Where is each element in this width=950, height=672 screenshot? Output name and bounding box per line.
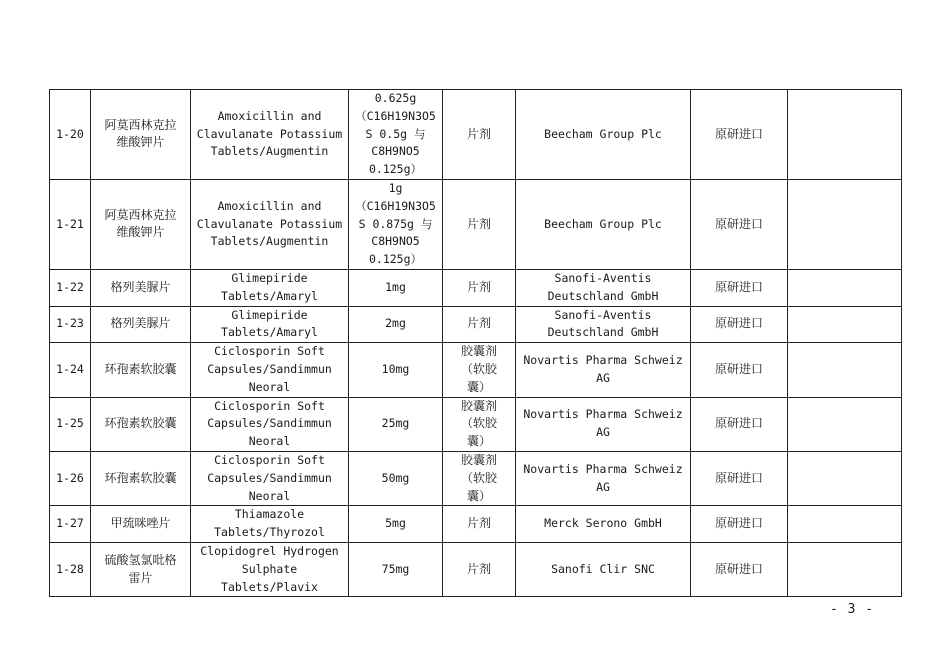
table-row xyxy=(50,506,902,543)
specification-line: 2mg xyxy=(385,316,406,331)
manufacturer-line: AG xyxy=(596,370,610,385)
manufacturer-cell xyxy=(516,269,691,306)
manufacturer-line: Sanofi-Aventis xyxy=(554,270,652,285)
manufacturer-line: AG xyxy=(596,425,610,440)
english-name-line: Neoral xyxy=(248,434,291,449)
english-name-line: Amoxicillin and xyxy=(217,108,322,123)
english-name-line: Capsules/Sandimmun xyxy=(207,361,332,376)
extra-cell xyxy=(788,343,902,397)
dosage-form-cell xyxy=(443,506,516,543)
manufacturer-line: Deutschland GmbH xyxy=(547,288,659,303)
dosage-form-cell xyxy=(443,90,516,180)
serial-number-cell: 1-22 xyxy=(50,269,91,306)
english-name-line: Glimepiride xyxy=(231,307,308,322)
specification-line: C8H9NO5 xyxy=(371,144,420,159)
extra-cell xyxy=(788,397,902,451)
manufacturer-cell xyxy=(516,306,691,343)
chinese-name-line: 格列美脲片 xyxy=(110,279,171,294)
dosage-form-line: 片剂 xyxy=(466,316,491,331)
english-name-cell xyxy=(191,179,349,269)
chinese-name-cell xyxy=(91,397,191,451)
serial-number-cell: 1-28 xyxy=(50,542,91,596)
table-row xyxy=(50,90,902,180)
specification-cell xyxy=(349,343,443,397)
manufacturer-cell xyxy=(516,542,691,596)
extra-cell xyxy=(788,451,902,505)
dosage-form-line: （软胶 xyxy=(460,361,497,376)
remark-cell: 原研进口 xyxy=(691,306,788,343)
extra-cell xyxy=(788,542,902,596)
english-name-line: Sulphate xyxy=(241,561,298,576)
chinese-name-line: 阿莫西林克拉 xyxy=(104,117,177,132)
dosage-form-line: 片剂 xyxy=(466,126,491,141)
dosage-form-line: （软胶 xyxy=(460,416,497,431)
chinese-name-cell xyxy=(91,451,191,505)
drug-list-table xyxy=(49,89,902,597)
specification-line: （C16H19N3O5 xyxy=(355,198,436,213)
english-name-cell xyxy=(191,269,349,306)
english-name-line: Clavulanate Potassium xyxy=(196,216,343,231)
chinese-name-line: 维酸钾片 xyxy=(116,135,165,150)
manufacturer-cell xyxy=(516,397,691,451)
specification-line: （C16H19N3O5 xyxy=(355,108,436,123)
chinese-name-cell xyxy=(91,343,191,397)
specification-line: 5mg xyxy=(385,516,406,531)
dosage-form-line: 胶囊剂 xyxy=(460,452,497,467)
dosage-form-line: 囊） xyxy=(466,379,491,394)
serial-number-cell: 1-21 xyxy=(50,179,91,269)
extra-cell xyxy=(788,179,902,269)
extra-cell xyxy=(788,90,902,180)
dosage-form-line: （软胶 xyxy=(460,470,497,485)
extra-cell xyxy=(788,506,902,543)
manufacturer-line: Beecham Group Plc xyxy=(544,216,662,231)
remark-cell: 原研进口 xyxy=(691,179,788,269)
chinese-name-cell xyxy=(91,542,191,596)
specification-line: 1mg xyxy=(385,279,406,294)
remark-cell: 原研进口 xyxy=(691,269,788,306)
dosage-form-cell xyxy=(443,343,516,397)
chinese-name-line: 硫酸氢氯吡格 xyxy=(104,552,177,567)
english-name-cell xyxy=(191,397,349,451)
serial-number-cell: 1-20 xyxy=(50,90,91,180)
table-row xyxy=(50,343,902,397)
dosage-form-line: 片剂 xyxy=(466,216,491,231)
table-row xyxy=(50,397,902,451)
english-name-cell xyxy=(191,343,349,397)
specification-line: 0.125g） xyxy=(368,252,423,267)
english-name-line: Tablets/Amaryl xyxy=(221,325,318,340)
table-row xyxy=(50,451,902,505)
english-name-line: Tablets/Augmentin xyxy=(210,144,329,159)
specification-cell xyxy=(349,179,443,269)
english-name-line: Neoral xyxy=(248,379,291,394)
chinese-name-cell xyxy=(91,506,191,543)
table-body xyxy=(50,90,902,597)
page-number: - 3 - xyxy=(830,602,875,617)
english-name-line: Ciclosporin Soft xyxy=(214,452,325,467)
serial-number-cell: 1-25 xyxy=(50,397,91,451)
manufacturer-line: Sanofi Clir SNC xyxy=(551,561,655,576)
specification-line: S 0.875g 与 xyxy=(358,216,433,231)
specification-cell xyxy=(349,542,443,596)
specification-line: 10mg xyxy=(381,361,410,376)
manufacturer-line: Deutschland GmbH xyxy=(547,325,659,340)
serial-number-cell: 1-23 xyxy=(50,306,91,343)
serial-number-cell: 1-27 xyxy=(50,506,91,543)
english-name-cell xyxy=(191,542,349,596)
manufacturer-line: Sanofi-Aventis xyxy=(554,307,652,322)
specification-cell xyxy=(349,451,443,505)
specification-cell xyxy=(349,306,443,343)
dosage-form-line: 囊） xyxy=(466,488,491,503)
english-name-line: Tablets/Plavix xyxy=(221,579,318,594)
chinese-name-line: 环孢素软胶囊 xyxy=(104,416,177,431)
specification-line: 50mg xyxy=(381,470,410,485)
remark-cell: 原研进口 xyxy=(691,542,788,596)
specification-line: 75mg xyxy=(381,561,410,576)
chinese-name-line: 雷片 xyxy=(128,570,153,585)
remark-cell: 原研进口 xyxy=(691,506,788,543)
chinese-name-line: 格列美脲片 xyxy=(110,316,171,331)
english-name-line: Glimepiride xyxy=(231,270,308,285)
english-name-line: Clopidogrel Hydrogen xyxy=(200,543,339,558)
dosage-form-cell xyxy=(443,306,516,343)
english-name-line: Neoral xyxy=(248,488,291,503)
dosage-form-line: 胶囊剂 xyxy=(460,398,497,413)
english-name-cell xyxy=(191,451,349,505)
dosage-form-cell xyxy=(443,269,516,306)
chinese-name-cell xyxy=(91,269,191,306)
dosage-form-line: 片剂 xyxy=(466,279,491,294)
specification-cell xyxy=(349,90,443,180)
english-name-line: Capsules/Sandimmun xyxy=(207,470,332,485)
dosage-form-line: 片剂 xyxy=(466,516,491,531)
english-name-line: Amoxicillin and xyxy=(217,198,322,213)
manufacturer-cell xyxy=(516,179,691,269)
remark-cell: 原研进口 xyxy=(691,397,788,451)
specification-line: 25mg xyxy=(381,416,410,431)
dosage-form-cell xyxy=(443,179,516,269)
table-row xyxy=(50,179,902,269)
english-name-line: Tablets/Thyrozol xyxy=(214,525,325,540)
chinese-name-line: 甲巯咪唑片 xyxy=(110,516,171,531)
chinese-name-line: 环孢素软胶囊 xyxy=(104,361,177,376)
specification-line: 0.125g） xyxy=(368,162,423,177)
english-name-cell xyxy=(191,90,349,180)
manufacturer-line: Novartis Pharma Schweiz xyxy=(523,407,683,422)
dosage-form-cell xyxy=(443,542,516,596)
chinese-name-cell xyxy=(91,90,191,180)
extra-cell xyxy=(788,306,902,343)
serial-number-cell: 1-24 xyxy=(50,343,91,397)
specification-line: C8H9NO5 xyxy=(371,234,420,249)
english-name-cell xyxy=(191,306,349,343)
dosage-form-line: 囊） xyxy=(466,434,491,449)
specification-cell xyxy=(349,269,443,306)
specification-cell xyxy=(349,506,443,543)
remark-cell: 原研进口 xyxy=(691,451,788,505)
specification-line: 1g xyxy=(388,180,403,195)
specification-cell xyxy=(349,397,443,451)
remark-cell: 原研进口 xyxy=(691,90,788,180)
extra-cell xyxy=(788,269,902,306)
table-row xyxy=(50,542,902,596)
table-row xyxy=(50,269,902,306)
dosage-form-line: 胶囊剂 xyxy=(460,344,497,359)
specification-line: 0.625g xyxy=(374,91,417,105)
english-name-line: Tablets/Augmentin xyxy=(210,234,329,249)
manufacturer-cell xyxy=(516,90,691,180)
specification-line: S 0.5g 与 xyxy=(365,126,426,141)
manufacturer-line: Novartis Pharma Schweiz xyxy=(523,353,683,368)
english-name-line: Ciclosporin Soft xyxy=(214,398,325,413)
manufacturer-line: Merck Serono GmbH xyxy=(544,516,662,531)
manufacturer-cell xyxy=(516,506,691,543)
dosage-form-line: 片剂 xyxy=(466,561,491,576)
manufacturer-cell xyxy=(516,343,691,397)
manufacturer-line: Beecham Group Plc xyxy=(544,126,662,141)
table-row xyxy=(50,306,902,343)
dosage-form-cell xyxy=(443,451,516,505)
manufacturer-cell xyxy=(516,451,691,505)
english-name-line: Thiamazole xyxy=(234,507,305,522)
chinese-name-line: 阿莫西林克拉 xyxy=(104,207,177,222)
dosage-form-cell xyxy=(443,397,516,451)
chinese-name-cell xyxy=(91,179,191,269)
english-name-line: Clavulanate Potassium xyxy=(196,126,343,141)
serial-number-cell: 1-26 xyxy=(50,451,91,505)
english-name-line: Capsules/Sandimmun xyxy=(207,416,332,431)
remark-cell: 原研进口 xyxy=(691,343,788,397)
chinese-name-line: 环孢素软胶囊 xyxy=(104,470,177,485)
chinese-name-cell xyxy=(91,306,191,343)
english-name-line: Tablets/Amaryl xyxy=(221,288,318,303)
manufacturer-line: Novartis Pharma Schweiz xyxy=(523,461,683,476)
manufacturer-line: AG xyxy=(596,479,610,494)
english-name-line: Ciclosporin Soft xyxy=(214,344,325,359)
english-name-cell xyxy=(191,506,349,543)
chinese-name-line: 维酸钾片 xyxy=(116,225,165,240)
